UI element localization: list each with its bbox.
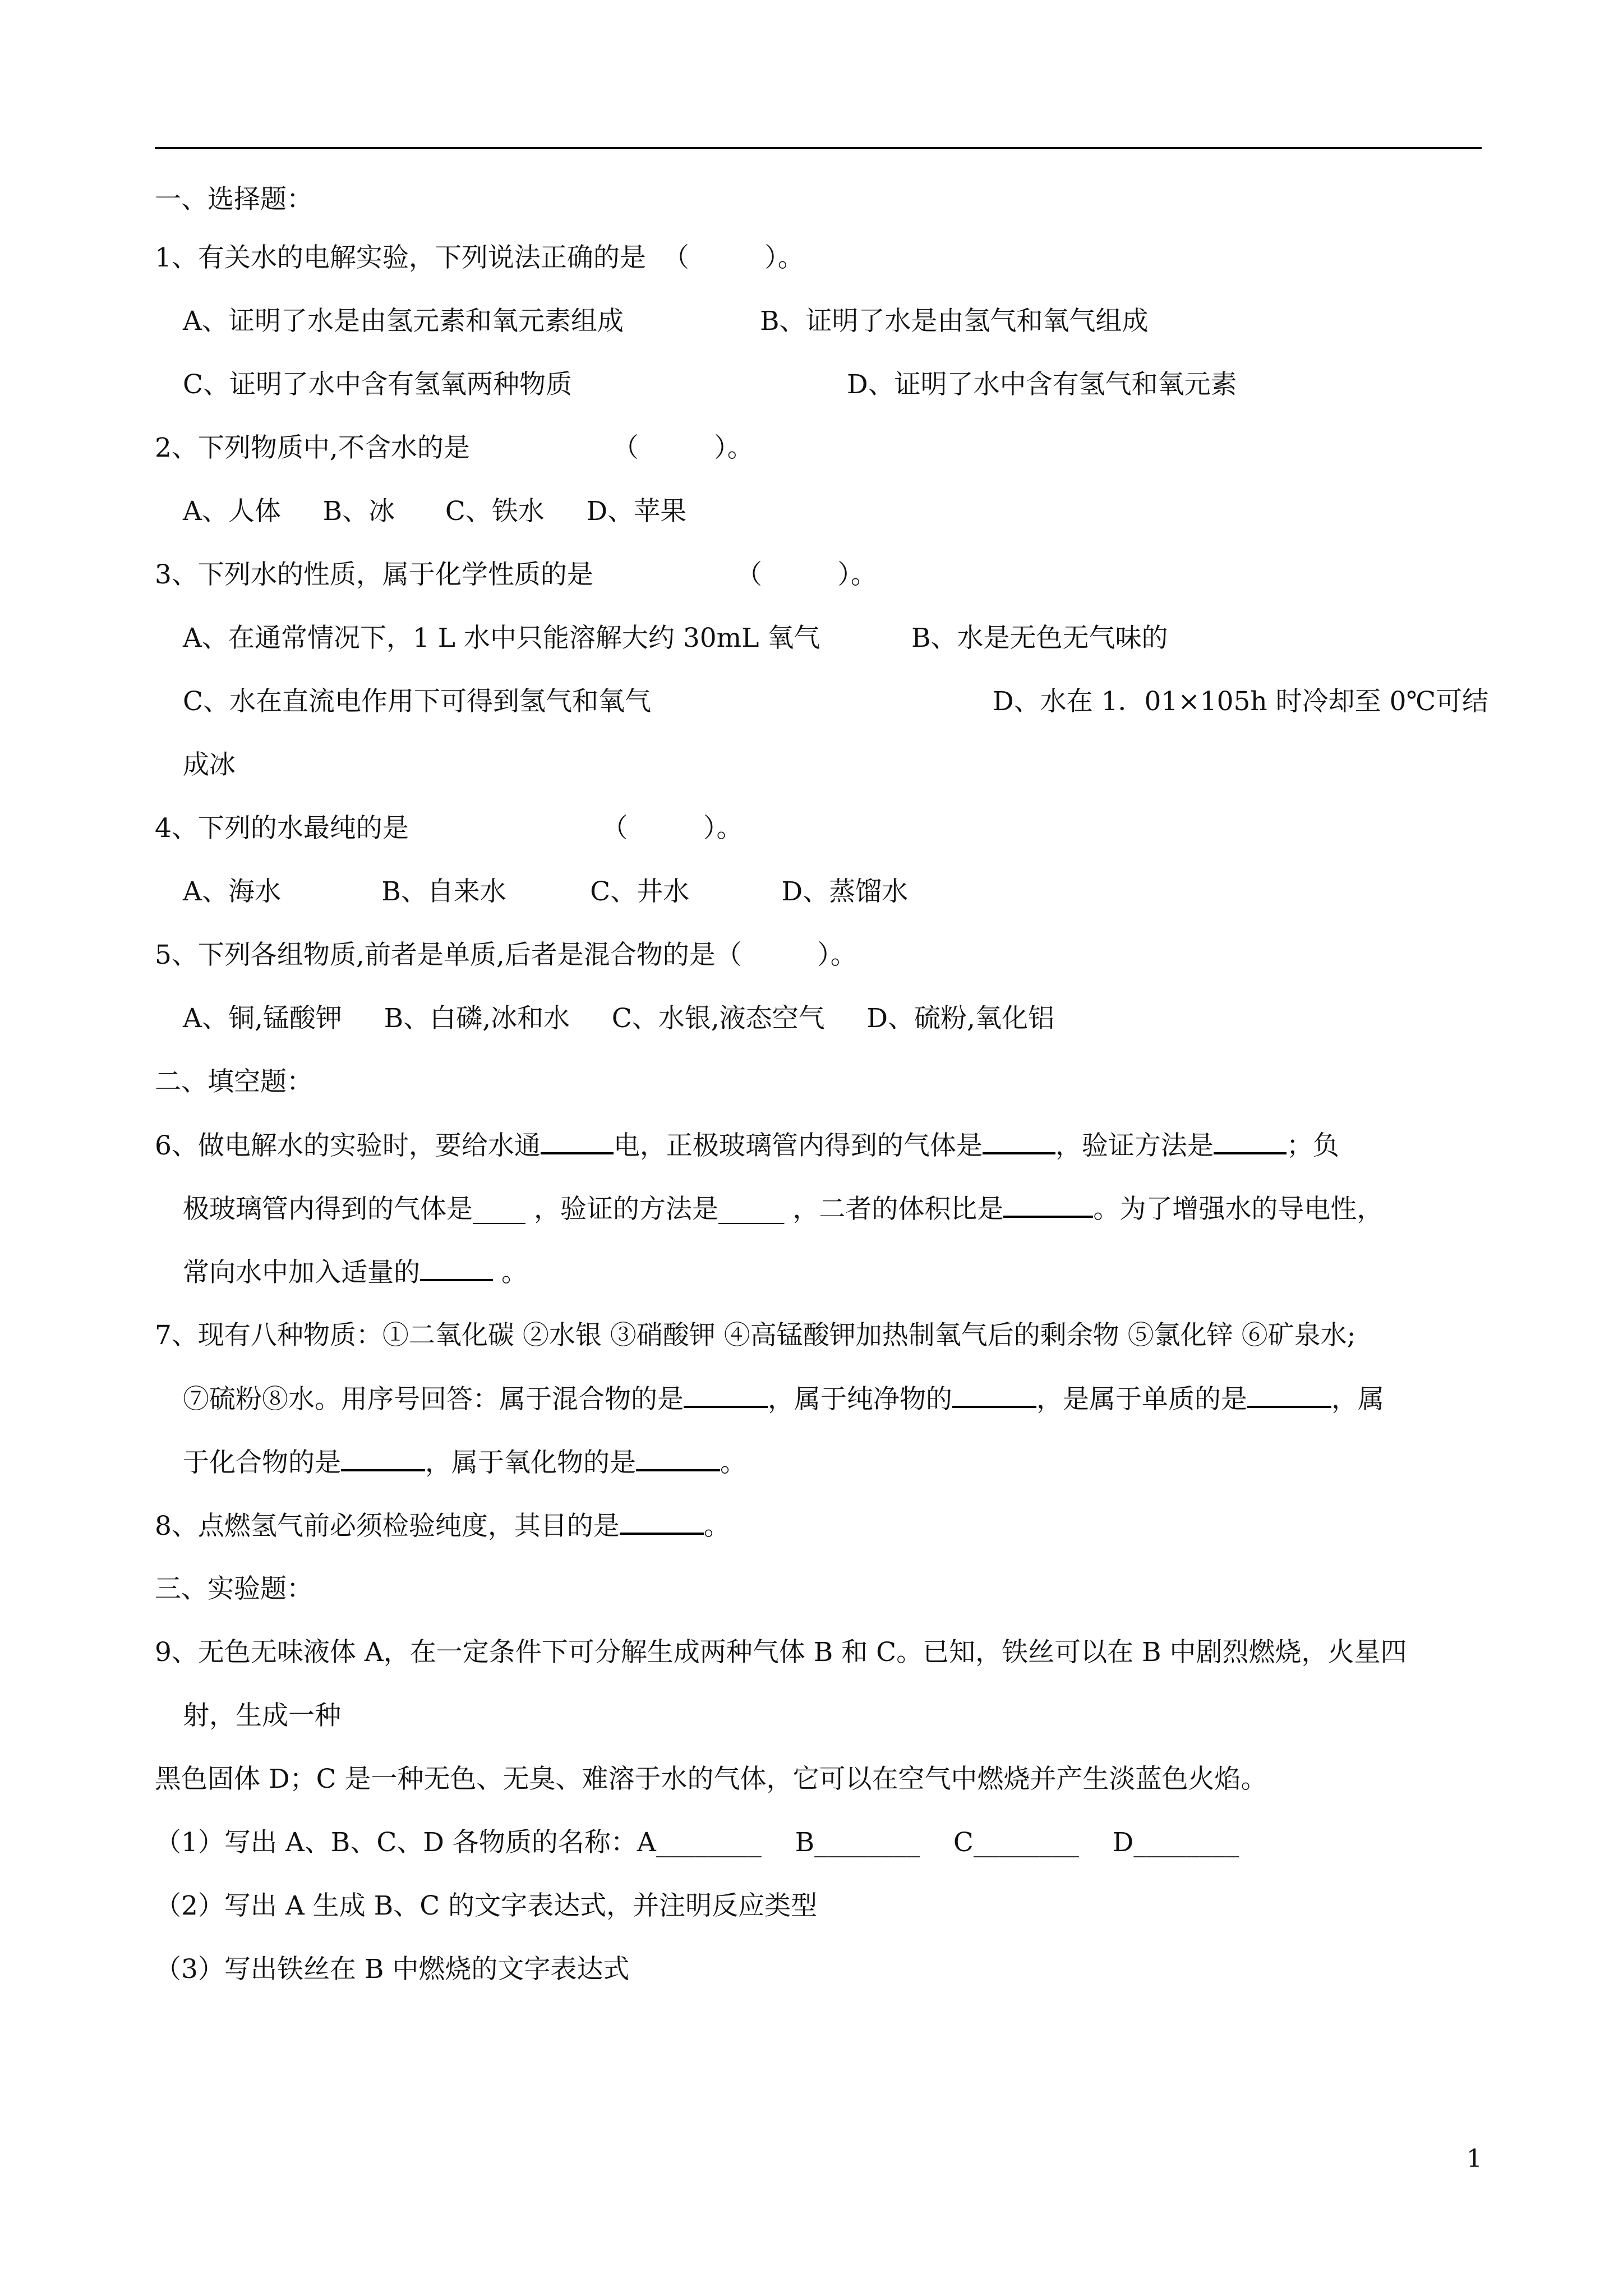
question-9-line-3: 黑色固体 D；C 是一种无色、无臭、难溶于水的气体，它可以在空气中燃烧并产生淡蓝色火焰。 — [155, 1764, 1267, 1795]
question-6-text-1d: ；负 — [1286, 1130, 1339, 1161]
question-7-text-2d: ，属 — [1331, 1384, 1384, 1415]
question-6-text-2b: 。为了增强水的导电性， — [1093, 1194, 1384, 1225]
answer-blank[interactable] — [636, 1446, 720, 1471]
question-5-stem: 5、下列各组物质,前者是单质,后者是混合物的是（ ）。 — [155, 940, 857, 970]
question-4-stem: 4、下列的水最纯的是 （ ）。 — [155, 813, 743, 844]
question-6-text-3a: 常向水中加入适量的 — [183, 1257, 420, 1288]
question-7-line-1: 7、现有八种物质：①二氧化碳 ②水银 ③硝酸钾 ④高锰酸钾加热制氧气后的剩余物 ⑤氯化锌 ⑥矿泉水; — [155, 1320, 1356, 1351]
question-6-text-1b: 电，正极玻璃管内得到的气体是 — [613, 1130, 983, 1161]
question-3-option-b: B、水是无色无气味的 — [911, 623, 1168, 654]
question-6-text-2a: 极玻璃管内得到的气体是____ ，验证的方法是_____ ，二者的体积比是 — [183, 1194, 1004, 1225]
question-1-option-a: A、证明了水是由氢元素和氧元素组成 — [183, 306, 624, 337]
question-8 — [155, 1509, 730, 1543]
question-1-stem: 1、有关水的电解实验，下列说法正确的是 （ ）。 — [155, 242, 804, 273]
question-5-options: A、铜,锰酸钾 B、白磷,冰和水 C、水银,液态空气 D、硫粉,氧化铝 — [183, 1003, 1054, 1034]
answer-blank[interactable] — [1247, 1382, 1331, 1408]
question-9-line-2: 射，生成一种 — [183, 1700, 341, 1731]
question-3-option-d-continued: 成冰 — [183, 749, 236, 780]
question-3-stem: 3、下列水的性质，属于化学性质的是 （ ）。 — [155, 559, 877, 590]
question-3-option-a: A、在通常情况下，1 L 水中只能溶解大约 30mL 氧气 — [183, 623, 820, 654]
question-7-text-2c: ，是属于单质的是 — [1036, 1384, 1247, 1415]
question-4-options: A、海水 B、自来水 C、井水 D、蒸馏水 — [183, 876, 909, 907]
question-2-options: A、人体 B、冰 C、铁水 D、苹果 — [183, 496, 687, 527]
page-number: 1 — [1467, 2145, 1482, 2173]
section-heading-choice: 一、选择题： — [155, 184, 313, 215]
answer-blank[interactable] — [684, 1382, 768, 1408]
question-6-line-3 — [183, 1255, 528, 1290]
answer-blank[interactable] — [1003, 1192, 1093, 1218]
question-9-line-1: 9、无色无味液体 A，在一定条件下可分解生成两种气体 B 和 C。已知，铁丝可以在 B 中剧烈燃烧，火星四 — [155, 1637, 1407, 1668]
answer-blank[interactable] — [620, 1509, 704, 1535]
question-2-stem: 2、下列物质中,不含水的是 （ ）。 — [155, 432, 754, 463]
question-9-sub-2: （2）写出 A 生成 B、C 的文字表达式，并注明反应类型 — [155, 1890, 818, 1921]
answer-blank[interactable] — [341, 1446, 425, 1471]
answer-blank[interactable] — [541, 1129, 614, 1154]
section-heading-experiment: 三、实验题： — [155, 1573, 313, 1604]
answer-blank[interactable] — [983, 1129, 1055, 1154]
question-7-text-2b: ，属于纯净物的 — [768, 1384, 952, 1415]
question-7-text-3b: ，属于氧化物的是 — [425, 1447, 636, 1478]
question-1-option-c: C、证明了水中含有氢氧两种物质 — [183, 369, 572, 400]
question-6-text-1c: ，验证方法是 — [1055, 1130, 1214, 1161]
question-6-text-3b: 。 — [493, 1257, 528, 1288]
answer-blank[interactable] — [420, 1255, 493, 1281]
answer-blank[interactable] — [1214, 1129, 1287, 1154]
question-6-line-2 — [183, 1192, 1383, 1226]
question-3-option-d: D、水在 1．01×105h 时冷却至 0℃可结 — [993, 686, 1489, 717]
question-6-line-1 — [155, 1129, 1339, 1163]
question-8-text-a: 8、点燃氢气前必须检验纯度，其目的是 — [155, 1511, 620, 1542]
question-7-text-2a: ⑦硫粉⑧水。用序号回答：属于混合物的是 — [183, 1384, 684, 1415]
question-1-option-b: B、证明了水是由氢气和氧气组成 — [760, 306, 1149, 337]
question-6-text-1a: 6、做电解水的实验时，要给水通 — [155, 1130, 541, 1161]
question-9-sub-1: （1）写出 A、B、C、D 各物质的名称：A________ B________ C________ D________ — [155, 1827, 1239, 1858]
question-1-option-d: D、证明了水中含有氢气和氧元素 — [847, 369, 1237, 400]
answer-blank[interactable] — [952, 1382, 1036, 1408]
question-7-text-3a: 于化合物的是 — [183, 1447, 341, 1478]
question-8-text-b: 。 — [703, 1511, 730, 1542]
question-9-sub-3: （3）写出铁丝在 B 中燃烧的文字表达式 — [155, 1954, 630, 1985]
question-7-text-3c: 。 — [720, 1447, 746, 1478]
section-heading-fill: 二、填空题： — [155, 1066, 313, 1097]
question-3-option-c: C、水在直流电作用下可得到氢气和氧气 — [183, 686, 651, 717]
header-rule — [155, 147, 1482, 149]
question-7-line-3 — [183, 1446, 746, 1480]
question-7-line-2 — [183, 1382, 1384, 1416]
